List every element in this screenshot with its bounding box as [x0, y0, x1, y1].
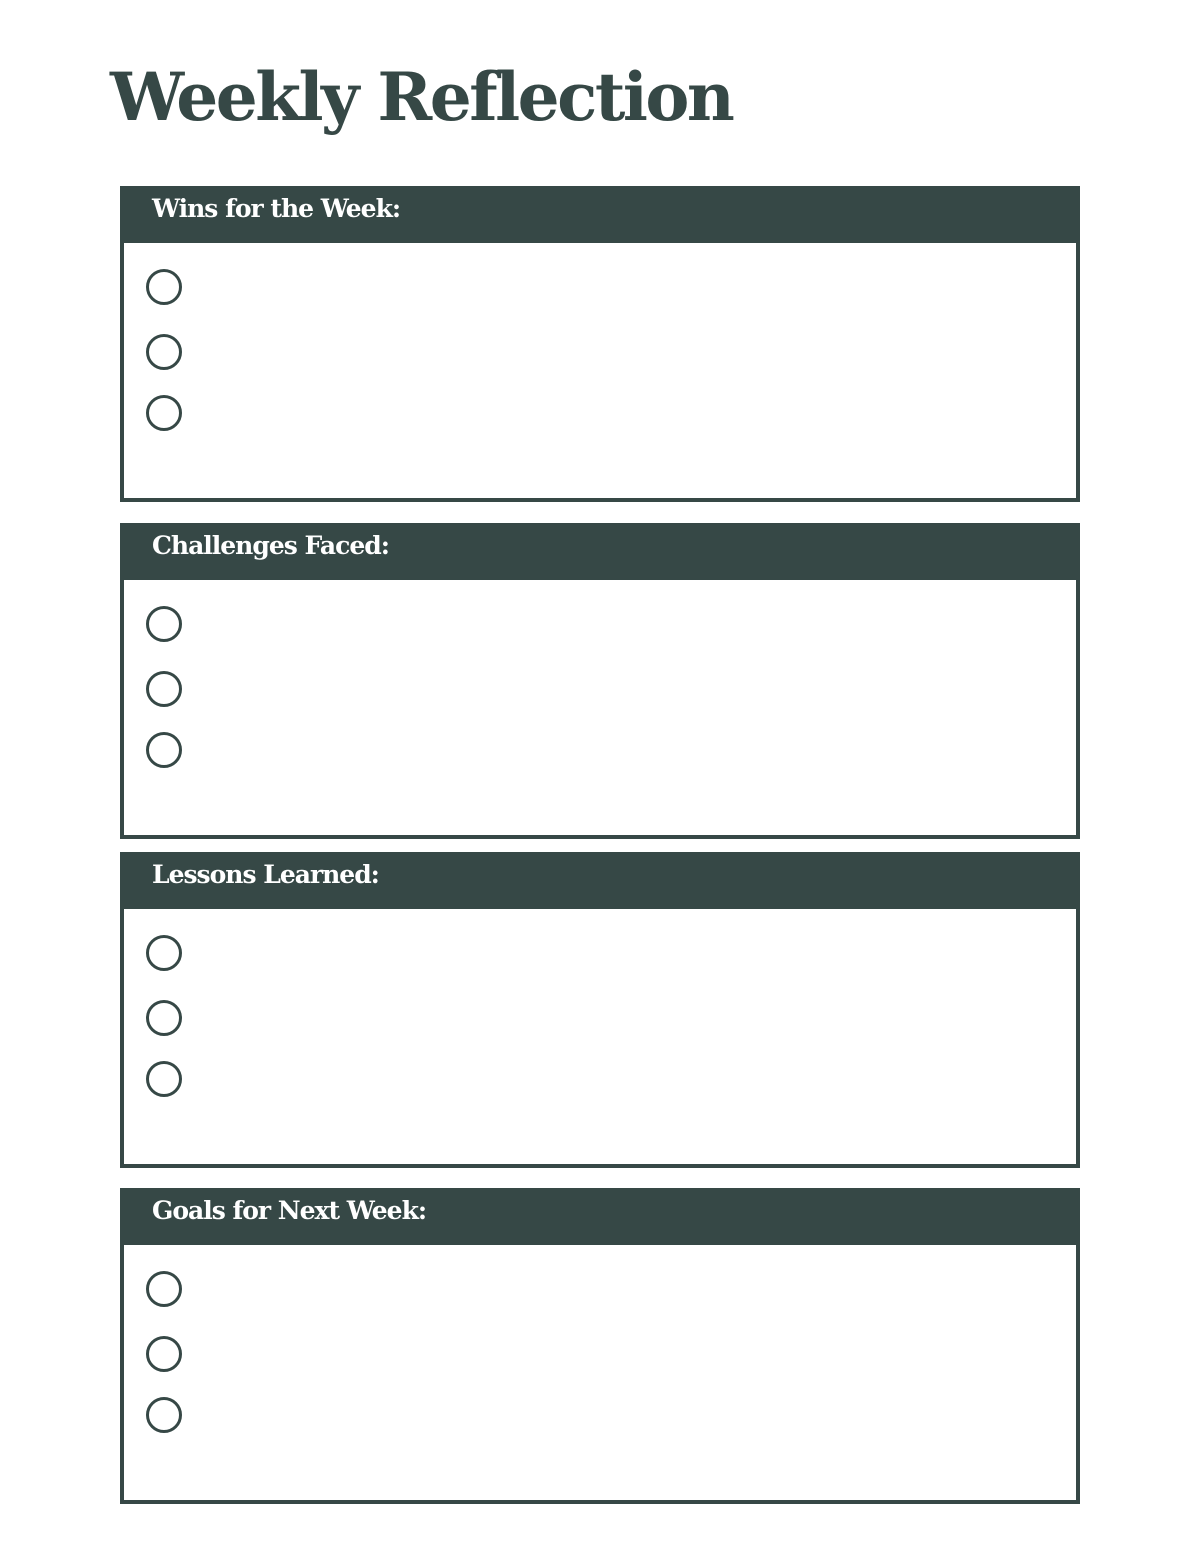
section-challenges [120, 523, 1080, 839]
section-header-wins: Wins for the Week: [120, 186, 1080, 243]
checkbox-circle-icon[interactable] [146, 1271, 182, 1307]
section-body-goals [120, 1245, 1080, 1504]
section-lessons [120, 852, 1080, 1168]
page-title: Weekly Reflection [110, 58, 733, 136]
checkbox-circle-icon[interactable] [146, 1336, 182, 1372]
checkbox-circle-icon[interactable] [146, 732, 182, 768]
section-body-lessons [120, 909, 1080, 1168]
checkbox-circle-icon[interactable] [146, 334, 182, 370]
section-goals [120, 1188, 1080, 1504]
section-header-lessons: Lessons Learned: [120, 852, 1080, 909]
checkbox-circle-icon[interactable] [146, 1000, 182, 1036]
section-body-challenges [120, 580, 1080, 839]
section-body-wins [120, 243, 1080, 502]
section-header-goals: Goals for Next Week: [120, 1188, 1080, 1245]
checkbox-circle-icon[interactable] [146, 1397, 182, 1433]
section-wins [120, 186, 1080, 502]
checkbox-circle-icon[interactable] [146, 395, 182, 431]
checkbox-circle-icon[interactable] [146, 1061, 182, 1097]
checkbox-circle-icon[interactable] [146, 269, 182, 305]
checkbox-circle-icon[interactable] [146, 671, 182, 707]
checkbox-circle-icon[interactable] [146, 606, 182, 642]
checkbox-circle-icon[interactable] [146, 935, 182, 971]
section-header-challenges: Challenges Faced: [120, 523, 1080, 580]
